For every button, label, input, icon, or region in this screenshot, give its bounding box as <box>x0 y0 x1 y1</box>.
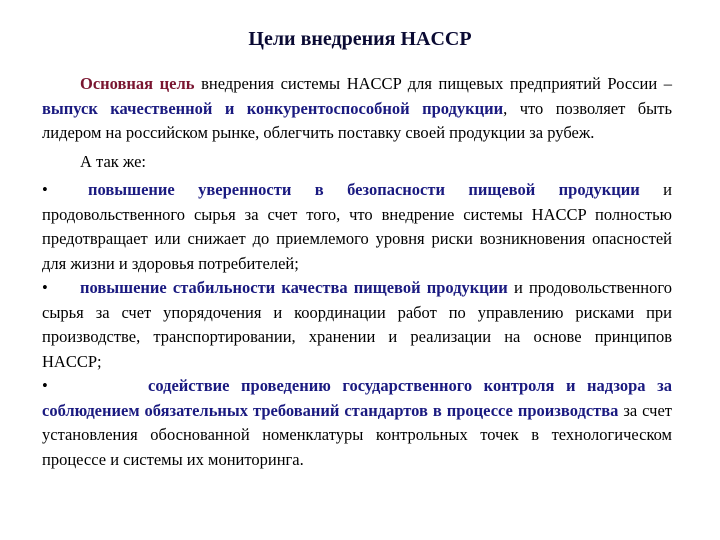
bullet-2-highlight: повышение стабильности качества пищевой продукции <box>80 278 508 297</box>
intro-lead: Основная цель <box>80 74 195 93</box>
bullet-marker: • <box>42 376 48 395</box>
bullet-item-2 <box>42 276 672 374</box>
bullet-item-1 <box>42 178 672 276</box>
bullet-1-text: и продовольственного сырья за счет того, что внедрение системы HACCP полностью предотвращает или снижает до приемлемого уровня риски возникновения опасностей для жизни и здоровья потребителей; <box>42 180 672 273</box>
bullet-2-text: и продовольственного сырья за счет упорядочения и координации работ по управлению рисками при производстве, транспортировании, хранении и реализации на основе принципов HACCP; <box>42 278 672 371</box>
intro-text-2: , что позволяет быть лидером на российском рынке, облегчить поставку своей продукции за рубеж. <box>42 98 672 142</box>
bullet-marker: • <box>42 180 48 199</box>
intro-highlight: выпуск качественной и конкурентоспособной продукции <box>42 98 504 118</box>
bullet-3-highlight: содействие проведению государственного контроля и надзора за соблюдением обязательных требований стандартов в процессе производства <box>42 376 672 420</box>
bullet-3-text: за счет установления обоснованной номенклатуры контрольных точек в технологическом процессе и системы их мониторинга. <box>42 400 673 469</box>
page-title: Цели внедрения HACCP <box>248 28 472 50</box>
intro-paragraph <box>42 72 672 146</box>
also-line: А так же: <box>80 151 147 171</box>
bullet-item-3 <box>42 374 672 472</box>
bullet-marker: • <box>42 278 48 297</box>
intro-text-1: внедрения системы HACCP для пищевых предприятий России – <box>194 74 672 93</box>
slide-body <box>42 72 672 472</box>
bullet-1-highlight: повышение уверенности в безопасности пищевой продукции <box>88 180 640 199</box>
